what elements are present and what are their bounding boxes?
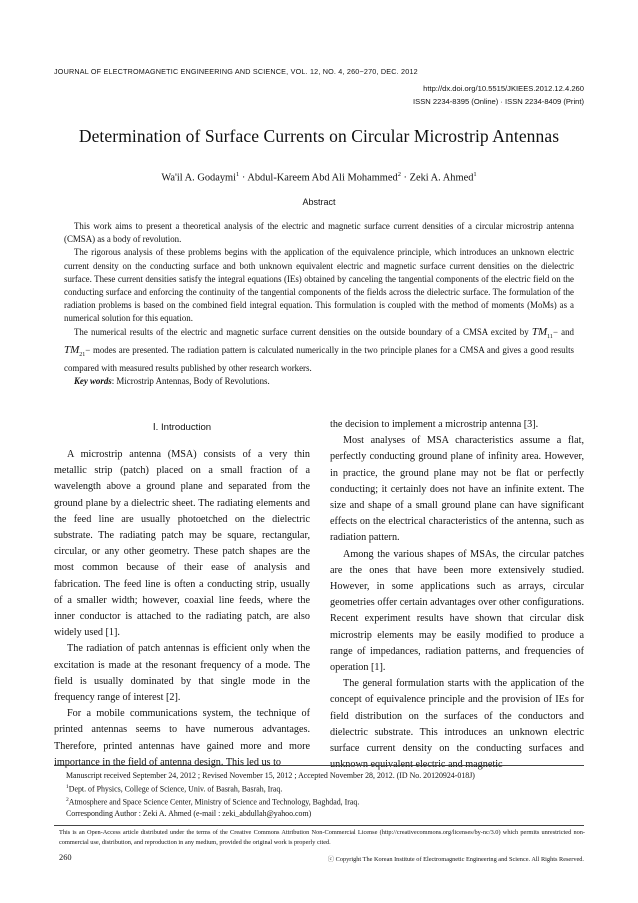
- abstract-paragraph: The numerical results of the electric and magnetic surface current densities on the outside boundary of a CMSA excited by $TM_{11}-$ and $TM_{21}-$ modes are presented. The radiation pattern is calculated numerically in the two principle planes for a CMSA and gives a good results compared with measured results published by other research workers.: [64, 325, 574, 373]
- manuscript-dates: Manuscript received September 24, 2012 ; Revised November 15, 2012 ; Accepted November 28, 2012. (ID No. 20120924-018J): [66, 771, 475, 780]
- license-divider: [54, 825, 584, 826]
- page-number: 260: [59, 853, 72, 862]
- keywords: [64, 375, 574, 388]
- body-paragraph: the decision to implement a microstrip antenna [3].: [330, 419, 539, 430]
- body-paragraph: The general formulation starts with the application of the concept of equivalence principle and the provision of IEs for field distribution on the surfaces of the conductors and dielectric substrate. This introduces an unknown electric surface current density on the conducting surfaces and unknown equivalent electric and magnetic: [330, 678, 584, 771]
- author-name: Zeki A. Ahmed: [409, 172, 474, 184]
- license-notice: This is an Open-Access article distributed under the terms of the Creative Commons Attribution Non-Commercial License (http://creativecommons.org/licenses/by-nc/3.0) which permits unrestricted non-commercial use, distribution, and reproduction in any medium, provided the original work is properly cited.: [59, 829, 585, 847]
- author-separator: ·: [239, 172, 248, 184]
- keywords-label: Key words: [74, 375, 112, 386]
- left-column: [54, 447, 310, 771]
- affiliation: $^2$Atmosphere and Space Science Center, Ministry of Science and Technology, Baghdad, Iraq.: [66, 796, 360, 807]
- abstract-paragraph: This work aims to present a theoretical analysis of the electric and magnetic surface current densities of a circular microstrip antenna (CMSA) as a body of revolution.: [64, 221, 574, 245]
- body-paragraph: A microstrip antenna (MSA) consists of a very thin metallic strip (patch) placed on a small fraction of a wavelength above a ground plane and separated from the ground plane by a dielectric sheet. The radiating elements and the feed line are usually photoetched on the dielectric substrate. The radiating patch may be square, rectangular, circular, or any other geometry. These patch shapes are the most common because of their ease of analysis and fabrication. The feed line is often a conducting strip, usually of a smaller width; however, coaxial line feeds, where the inner conductor is attached to the radiating patch, are also widely used [1].: [54, 449, 310, 639]
- author-affiliation-mark: 1: [473, 171, 477, 178]
- issn-line: ISSN 2234-8395 (Online) · ISSN 2234-8409 (Print): [413, 97, 584, 106]
- abstract-heading: Abstract: [302, 197, 336, 207]
- author-affiliation-mark: 1: [236, 171, 240, 178]
- author-affiliation-mark: 2: [397, 171, 401, 178]
- abstract-paragraph: The rigorous analysis of these problems begins with the application of the equivalence principle, which introduces an unknown electric current density on the conducting surface and both unknown equivalent electric and magnetic surface current densities on the dielectric surface. These current densities satisfy the integral equations (IEs) obtained by canceling the tangential components of the electric field on the conducting surface and enforcing the continuity of the tangential components of the fields across the dielectric surface. The formulation of the radiation problems is based on the combined field integral equation. This formulation is coupled with the method of moments (MoMs) as a numerical solution for this equation.: [64, 247, 574, 324]
- body-paragraph: Among the various shapes of MSAs, the circular patches are the ones that have been more extensively studied. However, in some applications such as arrays, circular geometries offer certain advantages over other configurations. Recent experiment results have shown that circular disk microstrip elements may be easily modified to produce a range of impedances, radiation patterns, and frequencies of operation [1].: [330, 548, 584, 674]
- right-column: [330, 417, 584, 773]
- affiliation: $^1$Dept. of Physics, College of Science, Univ. of Basrah, Basrah, Iraq.: [66, 783, 283, 794]
- mode-symbol: TM: [64, 343, 80, 356]
- copyright-notice: ⓒ Copyright The Korean Institute of Electromagnetic Engineering and Science. All Rights Reserved.: [327, 856, 584, 863]
- author-separator: ·: [400, 172, 410, 184]
- mode-subscript: 21: [79, 351, 86, 358]
- section-heading-introduction: Ⅰ. Introduction: [152, 422, 212, 433]
- abstract-body: [64, 220, 574, 388]
- paper-title: Determination of Surface Currents on Circular Microstrip Antennas: [78, 126, 560, 146]
- doi-link[interactable]: http://dx.doi.org/10.5515/JKIEES.2012.12.4.260: [423, 84, 584, 93]
- keywords-text: : Microstrip Antennas, Body of Revolutions.: [111, 375, 270, 386]
- author-name: Wa'il A. Godaymi: [161, 172, 236, 184]
- body-paragraph: Most analyses of MSA characteristics assume a flat, perfectly conducting ground plane of infinity area. However, in practice, the ground plane may not be flat or perfectly conducting; it certainly does not have an infinite extent. The size and shape of a small ground plane can have significant effects on the electrical characteristics of the antenna, such as radiation pattern.: [330, 435, 584, 544]
- mode-subscript: 11: [547, 333, 553, 340]
- journal-header: JOURNAL OF ELECTROMAGNETIC ENGINEERING AND SCIENCE, VOL. 12, NO. 4, 260~270, DEC. 2012: [54, 67, 418, 76]
- body-paragraph: For a mobile communications system, the technique of printed antennas seems to have numerous advantages. Therefore, printed antennas have gained more and more importance in the field of antenna design. This led us to: [54, 708, 310, 768]
- footnotes: [66, 770, 586, 820]
- corresponding-author: Corresponding Author : Zeki A. Ahmed (e-mail : zeki_abdullah@yahoo.com): [66, 809, 312, 819]
- author-name: Abdul-Kareem Abd Ali Mohammed: [247, 172, 398, 184]
- body-paragraph: The radiation of patch antennas is efficient only when the excitation is made at the resonant frequency of a mode. The field is usually dominated by that single mode in the frequency range of interest [2].: [54, 643, 310, 704]
- footnote-divider: [54, 765, 584, 766]
- mode-symbol: TM: [531, 325, 548, 338]
- author-list: [0, 171, 638, 183]
